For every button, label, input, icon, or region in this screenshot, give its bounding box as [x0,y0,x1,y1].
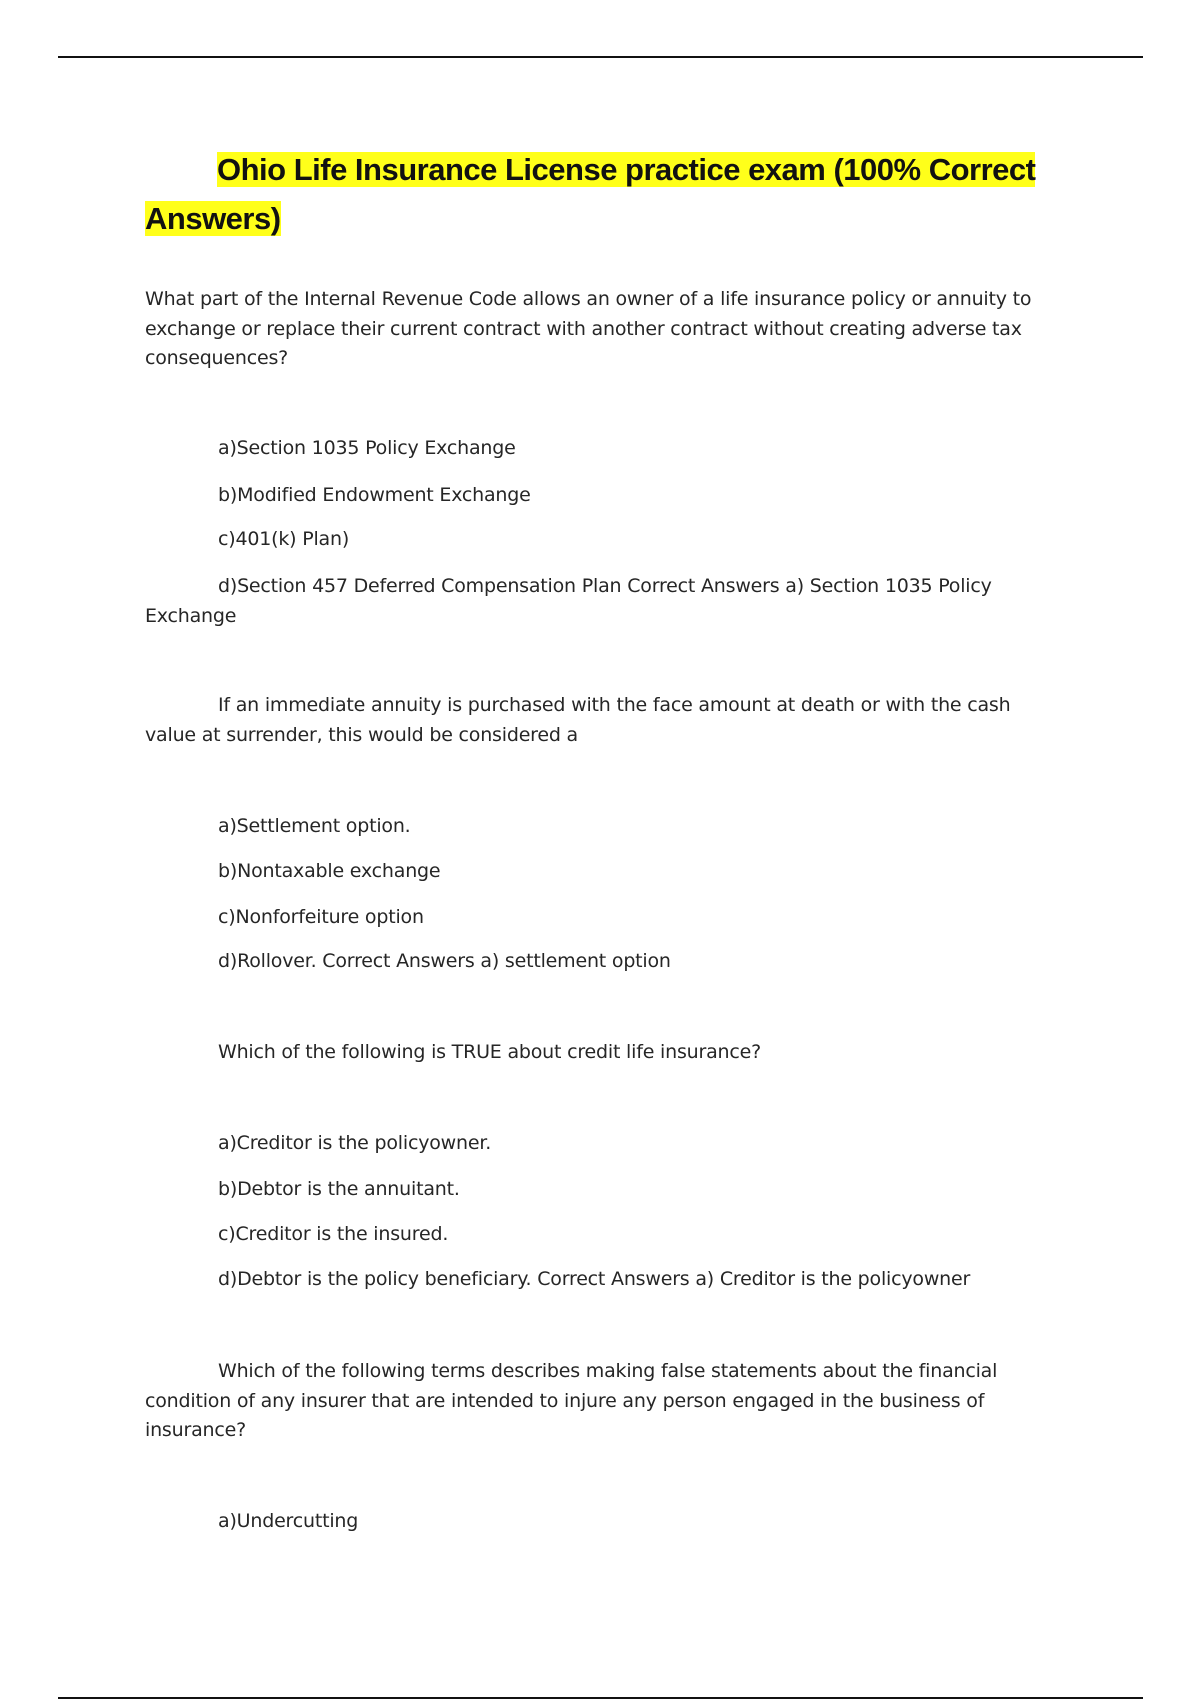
question-3-option-c: c)Creditor is the insured. [218,1223,449,1245]
question-1-option-b: b)Modified Endowment Exchange [218,484,531,506]
question-3-option-b: b)Debtor is the annuitant. [218,1178,460,1200]
question-2-option-c: c)Nonforfeiture option [218,906,424,928]
title-text: Ohio Life Insurance License practice exam (100% Correct Answers) [145,152,1036,236]
question-1-option-c: c)401(k) Plan) [218,528,350,550]
question-4-option-a: a)Undercutting [218,1510,359,1532]
question-3-option-d: d)Debtor is the policy beneficiary. Correct Answers a) Creditor is the policyowner [218,1268,971,1290]
question-4-prompt: Which of the following terms describes making false statements about the financial condition of any insurer that are intended to injure any person engaged in the business of insurance? [145,1360,998,1441]
top-rule [58,56,1143,58]
document-title [145,145,1045,243]
bottom-rule [58,1697,1143,1699]
question-1-option-a: a)Section 1035 Policy Exchange [218,437,516,459]
question-1-prompt: What part of the Internal Revenue Code allows an owner of a life insurance policy or annuity to exchange or replace their current contract with another contract without creating adverse tax consequences? [145,288,1032,369]
question-2-option-d: d)Rollover. Correct Answers a) settlement option [218,950,671,972]
question-3-prompt: Which of the following is TRUE about credit life insurance? [218,1041,762,1063]
question-1-option-d: d)Section 457 Deferred Compensation Plan Correct Answers a) Section 1035 Policy Exchange [145,575,992,627]
question-2-option-a: a)Settlement option. [218,815,411,837]
question-2-prompt: If an immediate annuity is purchased with the face amount at death or with the cash value at surrender, this would be considered a [145,694,1011,746]
question-2-option-b: b)Nontaxable exchange [218,860,441,882]
question-3-option-a: a)Creditor is the policyowner. [218,1132,492,1154]
